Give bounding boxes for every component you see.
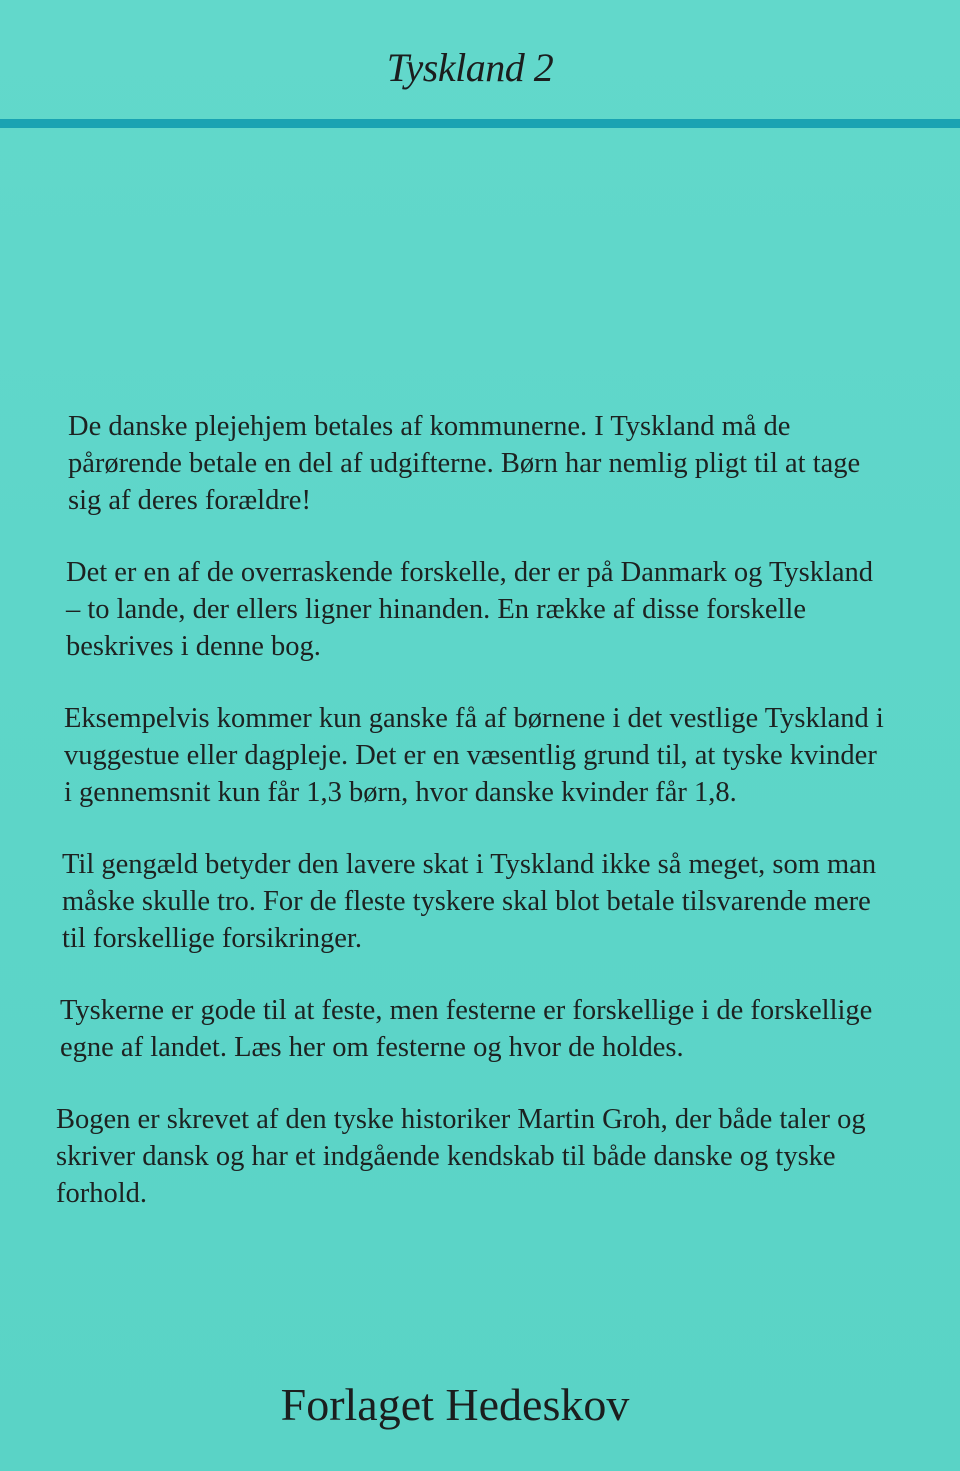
blurb-paragraph: Bogen er skrevet af den tyske historiker Martin Groh, der både taler og skriver dansk og har et indgående kendskab til både danske og tyske forhold. bbox=[56, 1104, 866, 1209]
publisher-name: Forlaget Hedeskov bbox=[280, 1379, 630, 1430]
header-rule bbox=[0, 119, 960, 128]
blurb-paragraph: De danske plejehjem betales af kommunerne. I Tyskland må de pårørende betale en del af udgifterne. Børn har nemlig pligt til at tage sig af deres forældre! bbox=[68, 411, 861, 516]
blurb-paragraph: Det er en af de overraskende forskelle, der er på Danmark og Tyskland – to lande, der ellers ligner hinanden. En række af disse forskelle beskrives i denne bog. bbox=[66, 557, 874, 662]
blurb-paragraph: Tyskerne er gode til at feste, men festerne er forskellige i de forskellige egne af landet. Læs her om festerne og hvor de holdes. bbox=[60, 995, 873, 1063]
blurb-paragraph: Eksempelvis kommer kun ganske få af børnene i det vestlige Tyskland i vuggestue eller dagpleje. Det er en væsentlig grund til, at tyske kvinder i gennemsnit kun får 1,3 børn, hvor danske kvinder får 1,8. bbox=[64, 703, 884, 808]
blurb-paragraph: Til gengæld betyder den lavere skat i Tyskland ikke så meget, som man måske skulle tro. For de fleste tyskere skal blot betale tilsvarende mere til forskellige forsikringer. bbox=[62, 849, 877, 954]
series-title: Tyskland 2 bbox=[386, 45, 554, 90]
blurb-text bbox=[56, 408, 888, 1247]
